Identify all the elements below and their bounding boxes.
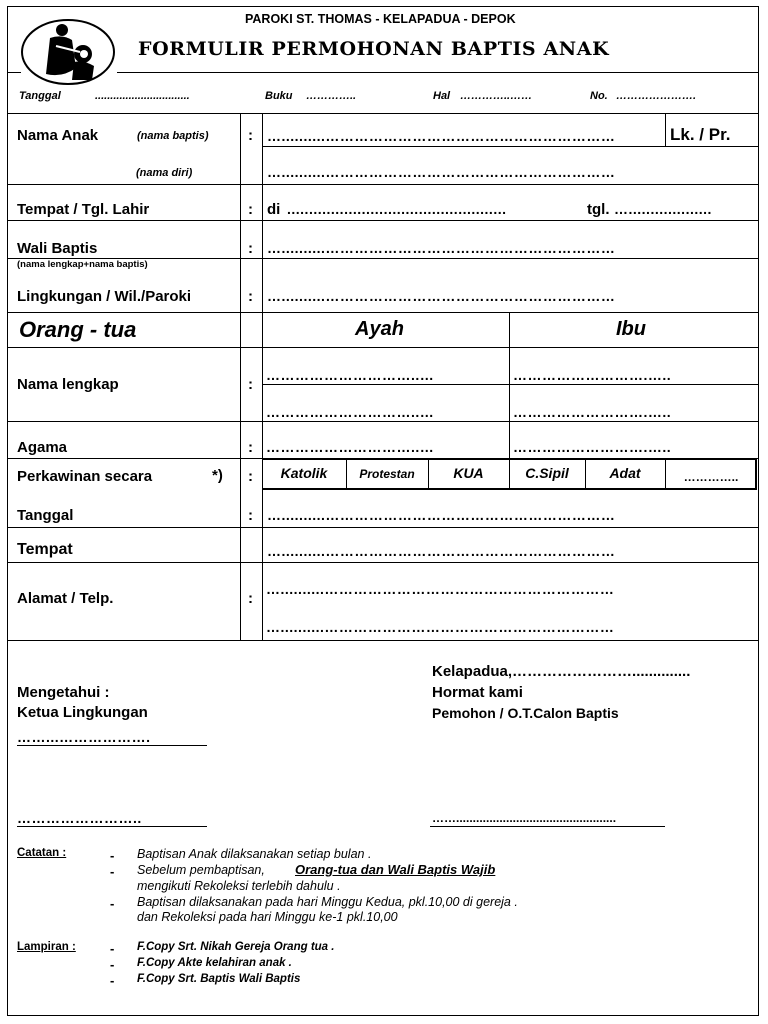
nama-anak-label: Nama Anak (17, 127, 99, 144)
lampiran-label: Lampiran : (17, 941, 76, 953)
hormat-kami: Hormat kami (432, 684, 523, 701)
bullet: - (110, 941, 115, 956)
orang-tua-heading: Orang - tua (19, 317, 137, 342)
ketua-name-line (17, 745, 207, 746)
ayah-agama-field[interactable]: …………………………..… (266, 439, 435, 455)
no-field[interactable]: …………………. (616, 90, 697, 102)
tgl-lahir-field[interactable]: …................... (614, 201, 712, 217)
pemohon-signature-field[interactable]: ……................................................ (432, 811, 617, 825)
alamat-field-1[interactable]: …..........…………………………………………………… (266, 581, 615, 597)
hal-field[interactable]: …………..…… (460, 90, 533, 102)
mengetahui-label: Mengetahui : (17, 684, 110, 701)
row-divider (7, 220, 759, 221)
colon: : (248, 468, 253, 485)
tanggal-reg-field[interactable]: ............................... (95, 90, 190, 102)
di-label: di (267, 201, 281, 218)
pemohon-label: Pemohon / O.T.Calon Baptis (432, 705, 619, 721)
agama-label: Agama (17, 439, 68, 456)
row-divider (7, 184, 759, 185)
ibu-nama-field-2[interactable]: ……………………….….. (513, 404, 672, 420)
ayah-nama-field-1[interactable]: …………………………..… (266, 367, 435, 383)
colon: : (248, 240, 253, 257)
parish-name: PAROKI ST. THOMAS - KELAPADUA - DEPOK (245, 12, 516, 26)
nama-subdivider (262, 384, 759, 385)
ayah-heading: Ayah (355, 318, 404, 340)
ketua-signature-line (17, 826, 207, 827)
bullet: - (110, 864, 115, 879)
option-katolik[interactable]: Katolik (280, 465, 328, 481)
ketua-signature-field[interactable]: …………………….. (17, 810, 142, 826)
colon-value-divider (262, 113, 263, 640)
saint-thomas-logo-icon (20, 18, 116, 86)
ayah-nama-field-2[interactable]: …………………………..… (266, 404, 435, 420)
ketua-name-field[interactable]: ……...………………. (17, 729, 151, 745)
tanggal-reg-label: Tanggal (19, 90, 61, 102)
bullet: - (110, 957, 115, 972)
no-label: No. (590, 90, 608, 102)
catatan-item-2-cont: mengikuti Rekoleksi terlebih dahulu . (137, 879, 341, 893)
place-date-field[interactable]: Kelapadua,…………………….............. (432, 663, 691, 680)
pemohon-signature-line (430, 826, 665, 827)
header-divider (117, 72, 759, 73)
main-table-bottom (7, 640, 759, 641)
perkawinan-label: Perkawinan secara (17, 468, 153, 485)
tempat-perkawinan-label: Tempat (17, 541, 73, 558)
lampiran-item-1: F.Copy Srt. Nikah Gereja Orang tua . (137, 941, 335, 953)
catatan-item-1: Baptisan Anak dilaksanakan setiap bulan . (137, 847, 372, 861)
buku-field[interactable]: ………….. (306, 90, 357, 102)
colon: : (248, 376, 253, 393)
header-divider-left (7, 72, 21, 73)
catatan-item-2-emphasis: Orang-tua dan Wali Baptis Wajib (295, 862, 496, 877)
row-divider (7, 562, 759, 563)
row-divider (7, 312, 759, 313)
ayah-ibu-divider (509, 312, 510, 459)
wali-baptis-label: Wali Baptis (17, 240, 98, 257)
catatan-item-3: Baptisan dilaksanakan pada hari Minggu Kedua, pkl.10,00 di gereja . (137, 895, 518, 909)
option-kua[interactable]: KUA (453, 465, 484, 481)
nama-baptis-underline (262, 146, 759, 147)
row-divider (7, 527, 759, 528)
bullet: - (110, 973, 115, 988)
nama-baptis-note: (nama baptis) (137, 130, 209, 142)
row-divider (7, 421, 759, 422)
perkawinan-footnote-mark: *) (212, 467, 223, 484)
ibu-nama-field-1[interactable]: ……………………….….. (513, 367, 672, 383)
option-adat[interactable]: Adat (609, 465, 641, 481)
colon: : (248, 127, 253, 144)
tempat-lahir-field[interactable]: .................................................. (287, 201, 507, 217)
lampiran-item-3: F.Copy Srt. Baptis Wali Baptis (137, 973, 301, 985)
label-colon-divider (240, 113, 241, 640)
ibu-agama-field[interactable]: ……………………….….. (513, 439, 672, 455)
wali-baptis-note: (nama lengkap+nama baptis) (17, 259, 148, 270)
colon: : (248, 507, 253, 524)
bullet: - (110, 848, 115, 863)
buku-label: Buku (265, 90, 293, 102)
lampiran-item-2: F.Copy Akte kelahiran anak . (137, 957, 292, 969)
wali-baptis-field[interactable]: …..........…………………………………………………… (267, 240, 616, 256)
lingkungan-label: Lingkungan / Wil./Paroki (17, 288, 192, 305)
tempat-tgl-lahir-label: Tempat / Tgl. Lahir (17, 201, 150, 218)
alamat-field-2[interactable]: …..........…………………………………………………… (266, 619, 615, 635)
nama-lengkap-label: Nama lengkap (17, 376, 119, 393)
lingkungan-field[interactable]: …..........…………………………………………………… (267, 288, 616, 304)
colon: : (248, 288, 253, 305)
tanggal-perkawinan-label: Tanggal (17, 507, 74, 524)
catatan-item-3-cont: dan Rekoleksi pada hari Minggu ke-1 pkl.10,00 (137, 910, 398, 924)
nama-diri-field[interactable]: …..........…………………………………………………… (267, 164, 616, 180)
hal-label: Hal (433, 90, 451, 102)
tgl-label: tgl. (587, 201, 610, 218)
bullet: - (110, 896, 115, 911)
colon: : (248, 439, 253, 456)
option-other-field[interactable]: ………….. (683, 470, 739, 484)
nama-baptis-field[interactable]: …..........…………………………………………………… (267, 128, 616, 144)
option-protestan[interactable]: Protestan (359, 467, 415, 481)
catatan-item-2-pre: Sebelum pembaptisan, (137, 863, 265, 877)
ketua-lingkungan-label: Ketua Lingkungan (17, 704, 148, 721)
ibu-heading: Ibu (616, 318, 646, 340)
tempat-perkawinan-field[interactable]: …..........…………………………………………………… (267, 543, 616, 559)
colon: : (248, 590, 253, 607)
form-title: FORMULIR PERMOHONAN BAPTIS ANAK (138, 38, 610, 60)
option-c-sipil[interactable]: C.Sipil (525, 465, 569, 481)
gender-option[interactable]: Lk. / Pr. (670, 125, 731, 144)
tanggal-perkawinan-field[interactable]: …..........…………………………………………………… (267, 507, 616, 523)
catatan-label: Catatan : (17, 847, 67, 859)
row-divider (7, 347, 759, 348)
logo (20, 18, 116, 86)
colon: : (248, 201, 253, 218)
main-table-top (7, 113, 759, 114)
nama-diri-note: (nama diri) (136, 167, 193, 179)
lk-pr-divider (665, 113, 666, 147)
alamat-telp-label: Alamat / Telp. (17, 590, 114, 607)
